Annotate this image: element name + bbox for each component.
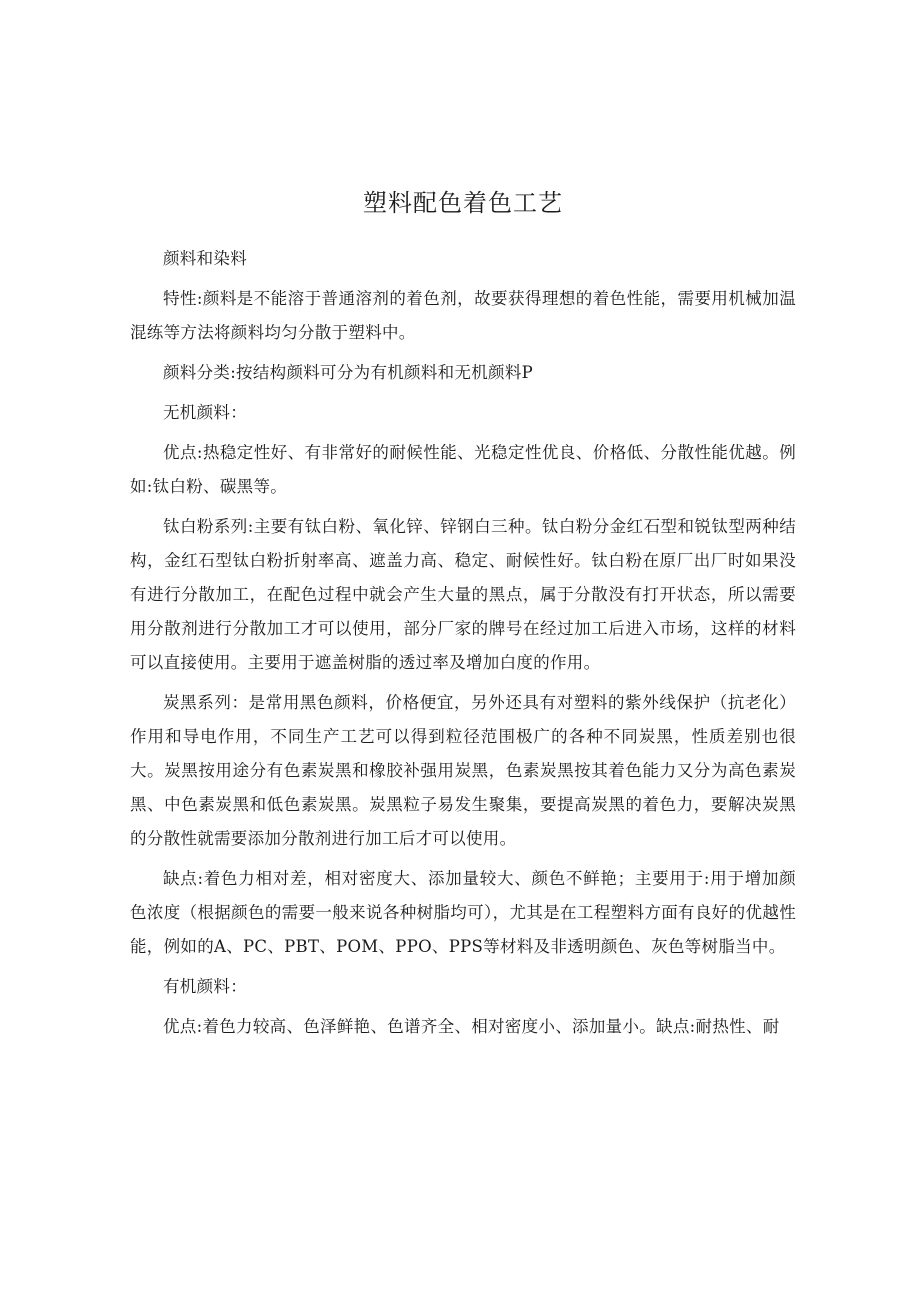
- paragraph-characteristics: 特性:颜料是不能溶于普通溶剂的着色剂，故要获得理想的着色性能，需要用机械加温混练等方法将颜料均匀分散于塑料中。: [130, 289, 796, 342]
- paragraph-inorganic-advantages: 优点:热稳定性好、有非常好的耐候性能、光稳定性优良、价格低、分散性能优越。例如:钛白粉、碳黑等。: [130, 443, 796, 496]
- paragraph-pigments-dyes: 颜料和染料: [163, 249, 247, 268]
- document-title: 塑料配色着色工艺: [363, 189, 563, 217]
- paragraph-organic-heading: 有机颜料：: [163, 977, 247, 996]
- paragraph-inorganic-disadvantages: 缺点:着色力相对差，相对密度大、添加量较大、颜色不鲜艳；主要用于:用于增加颜色浓度（根据颜色的需要一般来说各种树脂均可），尤其是在工程塑料方面有良好的优越性能，例如的A、PC、PBT、POM、PPO、PPS等材料及非透明颜色、灰色等树脂当中。: [130, 869, 796, 956]
- paragraph-classification: 颜料分类:按结构颜料可分为有机颜料和无机颜料P: [163, 363, 534, 382]
- paragraph-titanium-white: 钛白粉系列:主要有钛白粉、氧化锌、锌钢白三种。钛白粉分金红石型和锐钛型两种结构，金红石型钛白粉折射率高、遮盖力高、稳定、耐候性好。钛白粉在原厂出厂时如果没有进行分散加工，在配色过程中就会产生大量的黑点，属于分散没有打开状态，所以需要用分散剂进行分散加工才可以使用，部分厂家的牌号在经过加工后进入市场，这样的材料可以直接使用。主要用于遮盖树脂的透过率及增加白度的作用。: [130, 517, 796, 672]
- document-page: [130, 185, 796, 1050]
- paragraph-inorganic-heading: 无机颜料：: [163, 403, 247, 422]
- paragraph-carbon-black: 炭黑系列：是常用黑色颜料，价格便宜，另外还具有对塑料的紫外线保护（抗老化）作用和导电作用，不同生产工艺可以得到粒径范围极广的各种不同炭黑，性质差别也很大。炭黑按用途分有色素炭黑和橡胶补强用炭黑，色素炭黑按其着色能力又分为高色素炭黑、中色素炭黑和低色素炭黑。炭黑粒子易发生聚集，要提高炭黑的着色力，要解决炭黑的分散性就需要添加分散剂进行加工后才可以使用。: [130, 693, 796, 848]
- paragraph-organic-advantages: 优点:着色力较高、色泽鲜艳、色谱齐全、相对密度小、添加量小。缺点:耐热性、耐: [163, 1017, 780, 1036]
